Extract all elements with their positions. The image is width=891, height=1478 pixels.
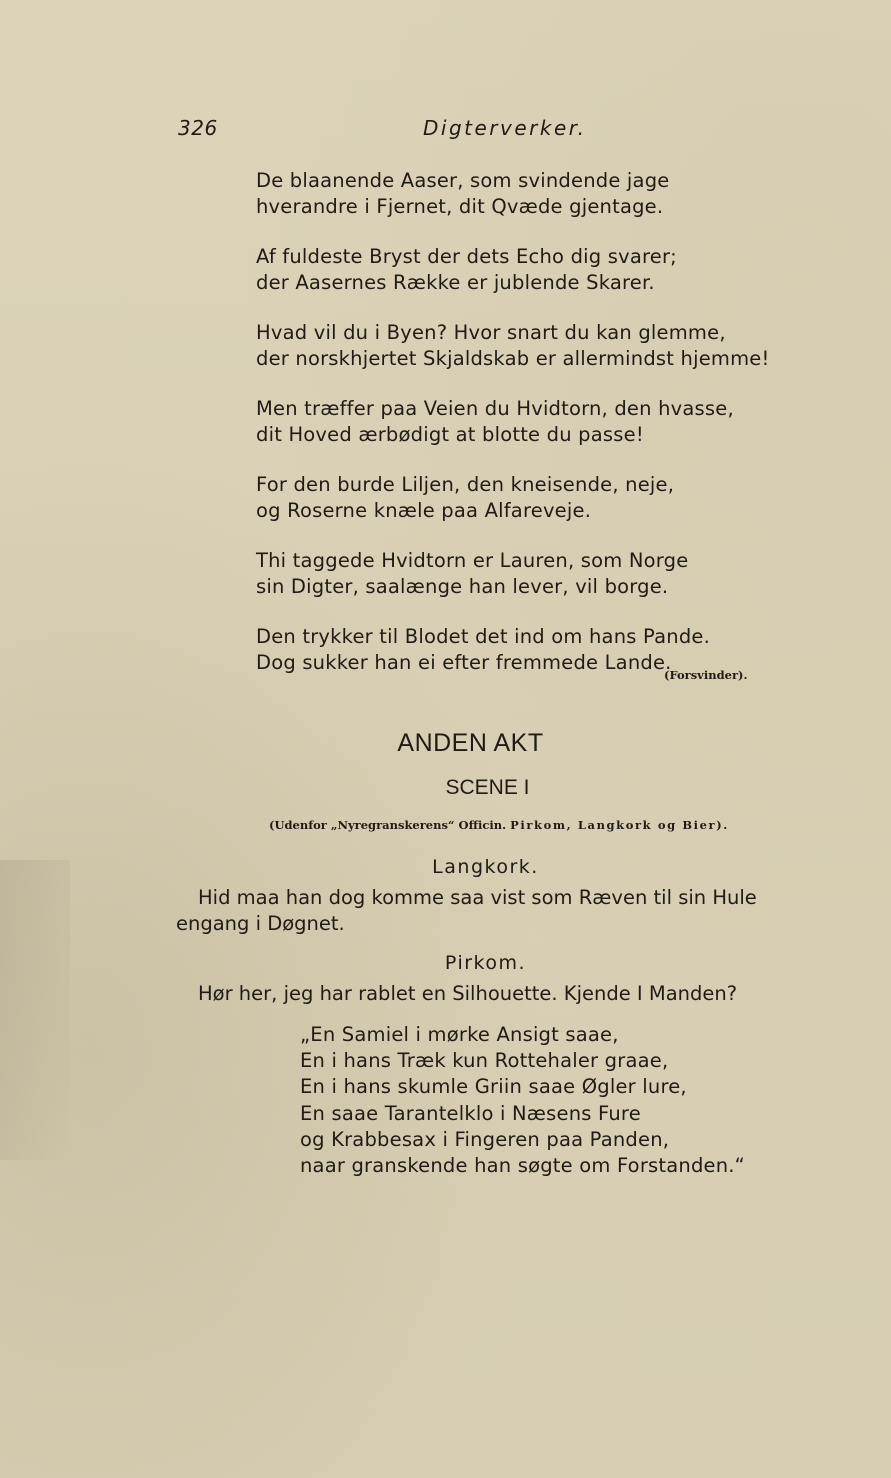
page-header xyxy=(0,116,891,146)
quote-line: „En Samiel i mørke Ansigt saae, xyxy=(300,1023,619,1046)
verse-line: dit Hoved ærbødigt at blotte du passe! xyxy=(256,423,644,446)
scene-heading: SCENE I xyxy=(445,776,530,799)
stanza xyxy=(256,472,776,524)
speaker-pirkom: Pirkom. xyxy=(444,952,527,974)
verse-line: De blaanende Aaser, som svindende jage xyxy=(256,169,670,192)
stanza xyxy=(256,396,776,448)
verse-line: der Aasernes Række er jublende Skarer. xyxy=(256,271,655,294)
scene-direction-setting: (Udenfor „Nyregranskerens“ Officin. xyxy=(269,818,507,832)
scene-direction xyxy=(269,818,729,832)
poem-stanzas xyxy=(256,168,776,700)
stanza xyxy=(256,548,776,600)
stanza xyxy=(256,244,776,296)
running-title: Digterverker. xyxy=(423,116,587,140)
verse-line: sin Digter, saalænge han lever, vil borge. xyxy=(256,575,669,598)
stage-direction-exit: (Forsvinder). xyxy=(664,668,748,682)
verse-line: For den burde Liljen, den kneisende, neje, xyxy=(256,473,675,496)
stanza xyxy=(256,168,776,220)
verse-line: Hvad vil du i Byen? Hvor snart du kan glemme, xyxy=(256,321,726,344)
quoted-verse xyxy=(300,1022,780,1179)
verse-line: Af fuldeste Bryst der dets Echo dig svarer; xyxy=(256,245,677,268)
quote-line: naar granskende han søgte om Forstanden.“ xyxy=(300,1154,745,1178)
verse-line: Dog sukker han ei efter fremmede Lande. xyxy=(256,651,672,674)
act-heading: ANDEN AKT xyxy=(397,729,544,757)
verse-line: Thi taggede Hvidtorn er Lauren, som Norge xyxy=(256,549,689,572)
verse-line: hverandre i Fjernet, dit Qvæde gjentage. xyxy=(256,195,664,218)
page-fold-shadow xyxy=(0,860,70,1160)
speaker-langkork: Langkork. xyxy=(432,856,539,878)
scene-direction-characters: Pirkom, Langkork og Bier). xyxy=(510,818,729,832)
quote-line: En saae Tarantelklo i Næsens Fure xyxy=(300,1101,641,1125)
verse-line: Men træffer paa Veien du Hvidtorn, den hvasse, xyxy=(256,397,734,420)
speech-langkork: Hid maa han dog komme saa vist som Ræven til sin Hule engang i Døgnet. xyxy=(176,886,757,935)
quote-line: En i hans skumle Griin saae Øgler lure, xyxy=(300,1075,687,1099)
verse-line: der norskhjertet Skjaldskab er allermindst hjemme! xyxy=(256,347,770,370)
quote-line: og Krabbesax i Fingeren paa Panden, xyxy=(300,1127,670,1151)
speech-pirkom: Hør her, jeg har rablet en Silhouette. Kjende I Manden? xyxy=(198,982,738,1005)
stanza xyxy=(256,320,776,372)
page-number: 326 xyxy=(178,116,218,140)
verse-line: og Roserne knæle paa Alfareveje. xyxy=(256,499,592,522)
quote-line: En i hans Træk kun Rottehaler graae, xyxy=(300,1049,669,1073)
verse-line: Den trykker til Blodet det ind om hans Pande. xyxy=(256,625,710,648)
